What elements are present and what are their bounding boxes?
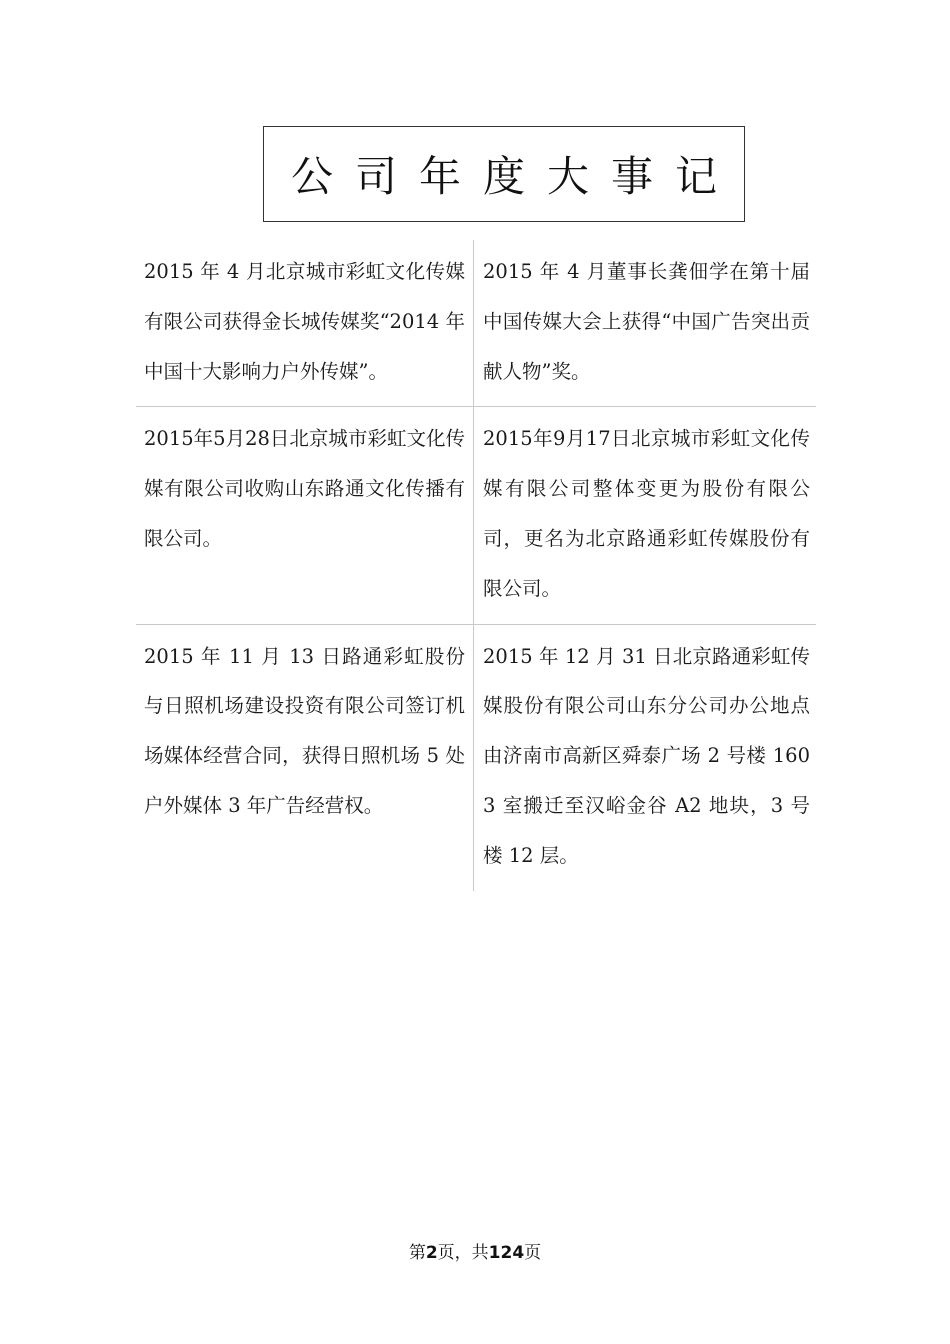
page-number: 2 [425,1243,438,1263]
events-table [136,240,816,891]
event-cell: 2015年9月17日北京城市彩虹文化传媒有限公司整体变更为股份有限公司，更名为北京路通彩虹传媒股份有限公司。 [483,427,810,600]
footer-middle: 页，共 [437,1243,489,1263]
event-cell: 2015 年 12 月 31 日北京路通彩虹传媒股份有限公司山东分公司办公地点由济南市高新区舜泰广场 2 号楼 1603 室搬迁至汉峪金谷 A2 地块，3 号楼 12 层。 [483,644,810,867]
footer-suffix: 页 [524,1243,542,1263]
title-box [263,126,745,222]
event-cell: 2015年5月28日北京城市彩虹文化传媒有限公司收购山东路通文化传播有限公司。 [136,407,474,623]
page-title: 公司年度大事记 [290,152,739,201]
event-cell: 2015 年 11 月 13 日路通彩虹股份与日照机场建设投资有限公司签订机场媒体经营合同，获得日照机场 5 处户外媒体 3 年广告经营权。 [136,625,474,891]
event-cell: 2015 年 4 月北京城市彩虹文化传媒有限公司获得金长城传媒奖“2014 年中国十大影响力户外传媒”。 [136,240,474,406]
event-cell: 2015 年 4 月董事长龚佃学在第十届中国传媒大会上获得“中国广告突出贡献人物”奖。 [483,260,810,383]
footer-prefix: 第 [408,1243,426,1263]
page-footer [0,1238,950,1263]
total-pages: 124 [488,1243,525,1263]
